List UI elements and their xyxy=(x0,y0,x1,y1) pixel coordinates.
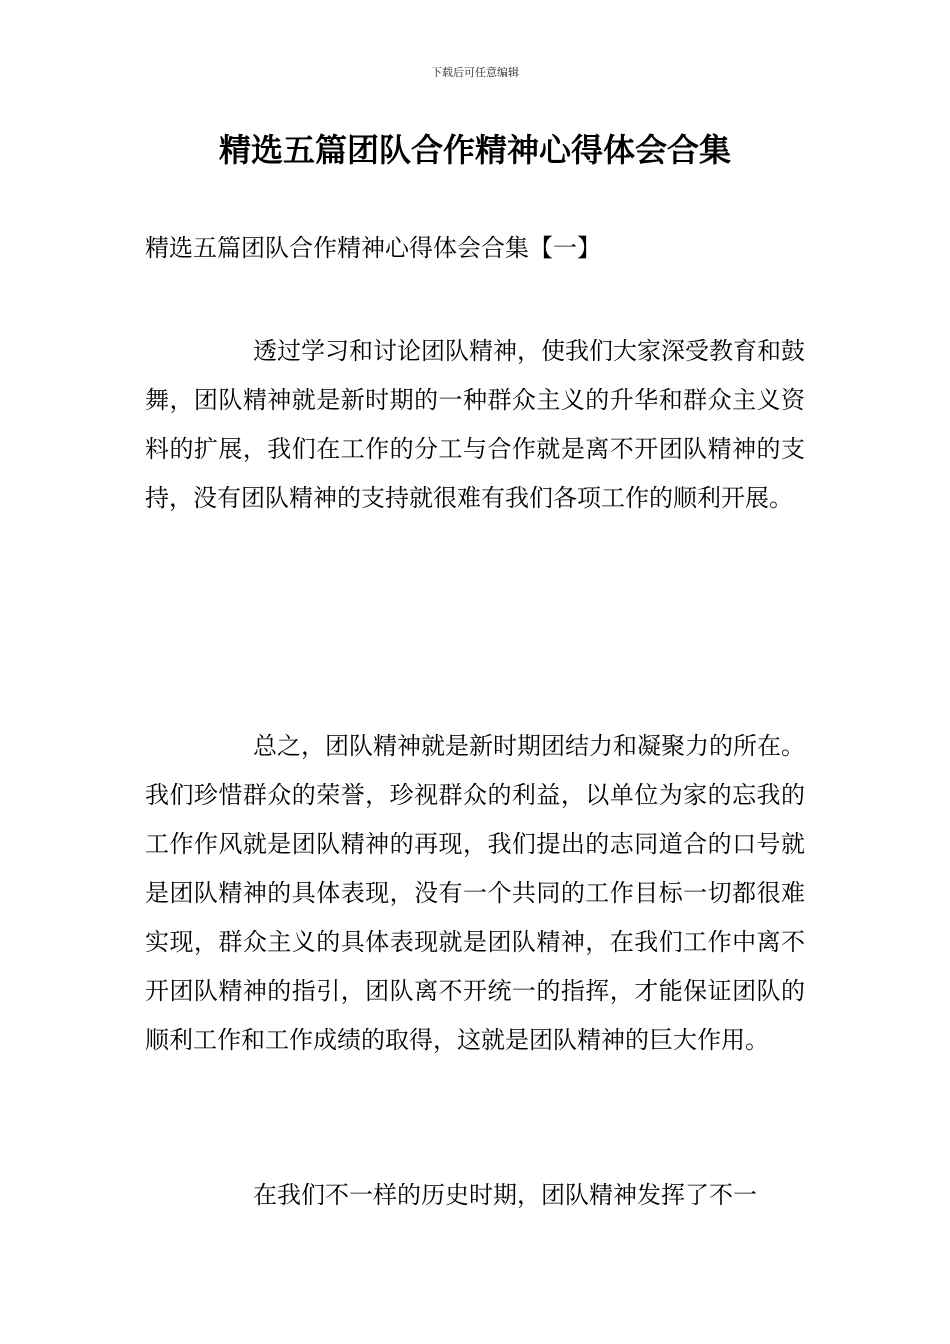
paragraph-1: 透过学习和讨论团队精神，使我们大家深受教育和鼓舞，团队精神就是新时期的一种群众主义的升华和群众主义资料的扩展，我们在工作的分工与合作就是离不开团队精神的支持，没有团队精神的支持就很难有我们各项工作的顺利开展。 xyxy=(145,337,805,512)
section-heading: 精选五篇团队合作精神心得体会合集【一】 xyxy=(145,234,601,262)
paragraph-2: 总之，团队精神就是新时期团结力和凝聚力的所在。我们珍惜群众的荣誉，珍视群众的利益，以单位为家的忘我的工作作风就是团队精神的再现，我们提出的志同道合的口号就是团队精神的具体表现，没有一个共同的工作目标一切都很难实现，群众主义的具体表现就是团队精神，在我们工作中离不开团队精神的指引，团队离不开统一的指挥，才能保证团队的顺利工作和工作成绩的取得，这就是团队精神的巨大作用。 xyxy=(145,732,805,1054)
paragraph-3: 在我们不一样的历史时期，团队精神发挥了不一 xyxy=(253,1181,757,1209)
header-note: 下载后可任意编辑 xyxy=(431,66,519,79)
document-title: 精选五篇团队合作精神心得体会合集 xyxy=(218,131,731,169)
